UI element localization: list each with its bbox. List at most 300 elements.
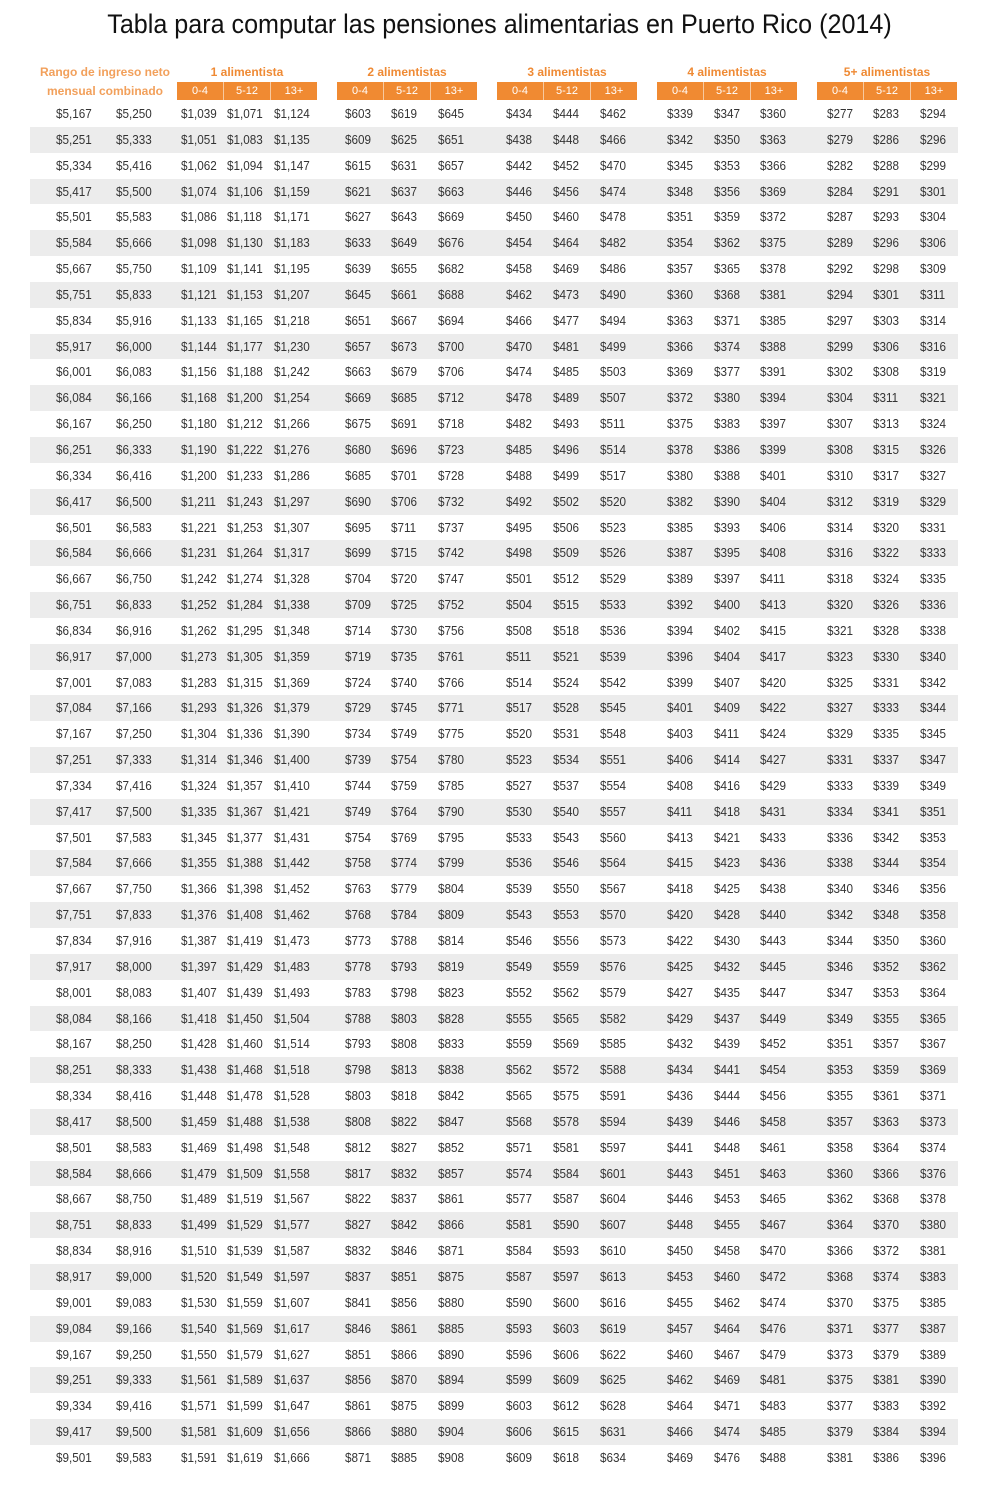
support-amount-cell: $1,452 [274,881,310,897]
support-amount-cell: $434 [667,1062,694,1078]
support-amount-cell: $673 [391,338,418,354]
support-amount-cell: $517 [506,700,533,716]
support-amount-cell: $422 [667,933,694,948]
support-amount-cell: $590 [553,1217,580,1233]
support-amount-cell: $1,410 [274,777,310,793]
income-range-cell: $5,751 [56,286,92,302]
support-amount-cell: $358 [920,907,947,923]
support-amount-cell: $358 [827,1139,854,1155]
support-amount-cell: $355 [827,1088,854,1104]
support-amount-cell: $321 [920,390,947,406]
support-amount-cell: $357 [873,1036,900,1052]
support-amount-cell: $411 [714,726,740,742]
table-row [30,1238,958,1264]
support-amount-cell: $457 [667,1320,694,1336]
support-amount-cell: $495 [506,519,533,535]
support-amount-cell: $423 [714,855,741,871]
support-amount-cell: $559 [506,1036,533,1052]
support-amount-cell: $571 [506,1139,533,1155]
support-amount-cell: $612 [553,1398,580,1414]
table-row [30,954,958,980]
support-amount-cell: $639 [345,261,372,277]
support-amount-cell: $1,442 [274,855,310,871]
support-amount-cell: $279 [827,131,854,147]
table-row [30,1419,958,1445]
support-amount-cell: $420 [667,907,694,923]
income-range-cell: $8,333 [116,1062,152,1078]
age-bracket-label: 0-4 [512,85,528,97]
support-amount-cell: $783 [345,984,372,1000]
support-amount-cell: $1,377 [227,829,263,845]
table-row [30,1445,958,1471]
support-amount-cell: $581 [553,1139,580,1155]
support-amount-cell: $1,387 [181,933,217,948]
income-range-cell: $8,083 [116,984,152,1000]
income-range-cell: $7,084 [56,700,92,716]
income-range-cell: $7,416 [116,777,152,793]
support-amount-cell: $1,397 [181,958,217,974]
support-amount-cell: $329 [920,493,947,509]
support-amount-cell: $526 [600,545,627,561]
support-amount-cell: $1,190 [181,441,217,457]
support-amount-cell: $375 [760,235,787,251]
support-amount-cell: $553 [553,907,580,923]
income-range-cell: $8,001 [56,984,92,1000]
support-amount-cell: $711 [391,519,417,535]
income-range-cell: $7,334 [56,777,92,793]
income-range-cell: $9,583 [116,1449,152,1465]
support-amount-cell: $354 [667,235,694,251]
support-amount-cell: $336 [920,597,947,613]
support-amount-cell: $1,398 [227,881,263,897]
support-amount-cell: $633 [345,235,372,251]
income-range-cell: $7,916 [116,933,152,948]
support-amount-cell: $520 [600,493,627,509]
income-range-cell: $5,584 [56,235,92,251]
support-amount-cell: $324 [873,571,900,587]
support-amount-cell: $420 [760,674,787,690]
support-amount-cell: $434 [506,106,533,121]
support-amount-cell: $817 [345,1165,372,1181]
income-range-cell: $8,000 [116,958,152,974]
support-amount-cell: $393 [714,519,741,535]
table-row [30,1342,958,1368]
support-amount-cell: $537 [553,777,580,793]
support-amount-cell: $306 [920,235,947,251]
table-row [30,1161,958,1187]
support-amount-cell: $1,222 [227,441,263,457]
support-amount-cell: $511 [600,416,626,432]
support-amount-cell: $462 [714,1294,741,1310]
support-amount-cell: $628 [600,1398,627,1414]
support-amount-cell: $313 [873,416,900,432]
support-amount-cell: $494 [600,312,627,328]
support-amount-cell: $575 [553,1088,580,1104]
support-amount-cell: $366 [760,157,787,173]
income-range-cell: $8,751 [56,1217,92,1233]
support-amount-cell: $842 [391,1217,418,1233]
support-amount-cell: $1,218 [274,312,310,328]
support-amount-cell: $814 [438,933,465,948]
support-amount-cell: $455 [667,1294,694,1310]
income-range-cell: $5,416 [116,157,152,173]
support-amount-cell: $803 [391,1010,418,1026]
support-amount-cell: $294 [827,286,854,302]
support-amount-cell: $565 [506,1088,533,1104]
support-amount-cell: $1,252 [181,597,217,613]
support-amount-cell: $392 [667,597,694,613]
income-range-cell: $7,917 [56,958,92,974]
support-amount-cell: $406 [760,519,787,535]
income-range-cell: $5,334 [56,157,92,173]
support-amount-cell: $354 [920,855,947,871]
support-amount-cell: $603 [345,106,372,121]
support-amount-cell: $828 [438,1010,465,1026]
support-amount-cell: $369 [920,1062,947,1078]
support-amount-cell: $682 [438,261,465,277]
support-amount-cell: $546 [553,855,580,871]
support-amount-cell: $346 [873,881,900,897]
support-amount-cell: $413 [667,829,694,845]
support-amount-cell: $1,366 [181,881,217,897]
support-amount-cell: $320 [873,519,900,535]
support-amount-cell: $795 [438,829,465,845]
support-amount-cell: $600 [553,1294,580,1310]
support-amount-cell: $1,200 [181,467,217,483]
support-amount-cell: $604 [600,1191,627,1207]
support-amount-cell: $1,617 [274,1320,310,1336]
age-bracket-bar [177,82,317,100]
support-amount-cell: $809 [438,907,465,923]
support-amount-cell: $669 [345,390,372,406]
support-amount-cell: $378 [667,441,694,457]
support-amount-cell: $465 [760,1191,787,1207]
support-amount-cell: $287 [827,209,854,225]
support-amount-cell: $309 [920,261,947,277]
support-amount-cell: $350 [714,131,741,147]
support-amount-cell: $391 [760,364,787,380]
support-amount-cell: $344 [827,933,854,948]
support-amount-cell: $397 [760,416,787,432]
support-amount-cell: $1,504 [274,1010,310,1026]
support-amount-cell: $1,098 [181,235,217,251]
support-amount-cell: $875 [391,1398,418,1414]
support-amount-cell: $288 [873,157,900,173]
support-amount-cell: $622 [600,1346,627,1362]
support-amount-cell: $374 [873,1268,900,1284]
income-range-cell: $6,000 [116,338,152,354]
support-amount-cell: $449 [760,1010,787,1026]
support-amount-cell: $342 [873,829,900,845]
support-amount-cell: $318 [827,571,854,587]
support-amount-cell: $496 [553,441,580,457]
support-amount-cell: $368 [873,1191,900,1207]
support-amount-cell: $793 [345,1036,372,1052]
support-amount-cell: $1,478 [227,1088,263,1104]
support-amount-cell: $341 [873,803,900,819]
table-header [0,63,999,103]
age-bracket-label: 0-4 [352,85,368,97]
age-bracket-bar [497,82,637,100]
support-amount-cell: $712 [438,390,465,406]
support-amount-cell: $386 [714,441,741,457]
table-row [30,1186,958,1212]
support-amount-cell: $584 [506,1243,533,1259]
support-amount-cell: $570 [600,907,627,923]
support-amount-cell: $331 [873,674,900,690]
support-amount-cell: $837 [345,1268,372,1284]
support-amount-cell: $483 [760,1398,787,1414]
support-amount-cell: $542 [600,674,627,690]
support-amount-cell: $344 [920,700,947,716]
support-amount-cell: $740 [391,674,418,690]
page-title: Tabla para computar las pensiones alimentarias en Puerto Rico (2014) [107,9,892,39]
support-amount-cell: $304 [920,209,947,225]
support-amount-cell: $418 [714,803,741,819]
support-amount-cell: $432 [714,958,741,974]
support-amount-cell: $618 [553,1449,580,1465]
support-amount-cell: $312 [827,493,854,509]
support-amount-cell: $822 [345,1191,372,1207]
table-row [30,1393,958,1419]
support-amount-cell: $348 [873,907,900,923]
support-amount-cell: $875 [438,1268,465,1284]
support-amount-cell: $473 [553,286,580,302]
support-amount-cell: $1,460 [227,1036,263,1052]
support-amount-cell: $890 [438,1346,465,1362]
income-range-cell: $7,251 [56,752,92,768]
support-amount-cell: $518 [553,622,580,638]
income-range-cell: $6,166 [116,390,152,406]
support-amount-cell: $661 [391,286,418,302]
support-amount-cell: $464 [667,1398,694,1414]
support-amount-cell: $752 [438,597,465,613]
income-range-cell: $9,501 [56,1449,92,1465]
income-range-cell: $6,834 [56,622,92,638]
support-amount-cell: $536 [506,855,533,871]
support-amount-cell: $780 [438,752,465,768]
table-row [30,282,958,308]
table-row [30,876,958,902]
support-amount-cell: $597 [553,1268,580,1284]
support-amount-cell: $1,367 [227,803,263,819]
support-amount-cell: $408 [667,777,694,793]
income-range-cell: $9,333 [116,1372,152,1388]
support-amount-cell: $552 [506,984,533,1000]
support-amount-cell: $315 [873,441,900,457]
support-amount-cell: $363 [667,312,694,328]
support-amount-cell: $645 [438,106,465,121]
support-amount-cell: $371 [714,312,741,328]
support-amount-cell: $466 [600,131,627,147]
income-range-cell: $7,083 [116,674,152,690]
age-bracket-label: 5-12 [383,82,430,100]
support-amount-cell: $527 [506,777,533,793]
support-amount-cell: $808 [391,1036,418,1052]
support-amount-cell: $310 [827,467,854,483]
income-range-cell: $6,251 [56,441,92,457]
support-amount-cell: $1,439 [227,984,263,1000]
support-amount-cell: $466 [667,1424,694,1440]
support-amount-cell: $842 [438,1088,465,1104]
support-amount-cell: $709 [345,597,372,613]
support-amount-cell: $523 [600,519,627,535]
support-amount-cell: $386 [873,1449,900,1465]
income-range-cell: $7,584 [56,855,92,871]
support-amount-cell: $866 [438,1217,465,1233]
income-range-cell: $5,167 [56,106,92,121]
age-bracket-label: 0-4 [832,85,848,97]
support-amount-cell: $340 [827,881,854,897]
support-amount-cell: $374 [920,1139,947,1155]
support-amount-cell: $523 [506,752,533,768]
support-amount-cell: $308 [827,441,854,457]
support-amount-cell: $383 [873,1398,900,1414]
support-amount-cell: $536 [600,622,627,638]
group-label: 3 alimentistas [527,65,607,79]
support-amount-cell: $1,468 [227,1062,263,1078]
support-amount-cell: $481 [553,338,580,354]
table-row [30,101,958,127]
support-amount-cell: $349 [920,777,947,793]
support-amount-cell: $485 [506,441,533,457]
support-amount-cell: $1,188 [227,364,263,380]
support-amount-cell: $375 [873,1294,900,1310]
support-amount-cell: $1,379 [274,700,310,716]
support-amount-cell: $347 [714,106,741,121]
support-amount-cell: $769 [391,829,418,845]
table-row [30,1083,958,1109]
support-amount-cell: $367 [920,1036,947,1052]
support-amount-cell: $1,159 [274,183,310,199]
income-range-cell: $8,583 [116,1139,152,1155]
support-amount-cell: $440 [760,907,787,923]
table-row [30,1135,958,1161]
support-amount-cell: $339 [667,106,694,121]
support-amount-cell: $447 [760,984,787,1000]
support-amount-cell: $351 [827,1036,854,1052]
support-amount-cell: $464 [553,235,580,251]
support-amount-cell: $540 [553,803,580,819]
support-amount-cell: $345 [667,157,694,173]
support-amount-cell: $1,074 [181,183,217,199]
support-amount-cell: $369 [667,364,694,380]
income-range-cell: $8,166 [116,1010,152,1026]
support-amount-cell: $372 [760,209,787,225]
support-amount-cell: $1,376 [181,907,217,923]
support-amount-cell: $1,180 [181,416,217,432]
income-range-cell: $9,083 [116,1294,152,1310]
support-amount-cell: $472 [760,1268,787,1284]
support-table-body [30,101,958,1471]
support-amount-cell: $1,571 [181,1398,217,1414]
support-amount-cell: $851 [345,1346,372,1362]
support-amount-cell: $588 [600,1062,627,1078]
support-amount-cell: $380 [714,390,741,406]
support-amount-cell: $594 [600,1113,627,1129]
support-amount-cell: $557 [600,803,627,819]
support-amount-cell: $411 [667,803,693,819]
income-range-cell: $9,500 [116,1424,152,1440]
support-amount-cell: $460 [667,1346,694,1362]
support-amount-cell: $651 [438,131,465,147]
support-amount-cell: $425 [667,958,694,974]
income-header-line1: Rango de ingreso neto [39,65,170,79]
support-amount-cell: $395 [714,545,741,561]
support-amount-cell: $409 [714,700,741,716]
support-amount-cell: $436 [667,1088,694,1104]
support-amount-cell: $364 [827,1217,854,1233]
table-row [30,463,958,489]
support-amount-cell: $1,499 [181,1217,217,1233]
support-amount-cell: $1,183 [274,235,310,251]
support-amount-cell: $543 [506,907,533,923]
support-amount-cell: $1,051 [181,131,217,147]
support-amount-cell: $1,171 [274,209,310,225]
support-amount-cell: $311 [920,286,946,302]
support-amount-cell: $606 [553,1346,580,1362]
support-amount-cell: $1,283 [181,674,217,690]
support-amount-cell: $303 [873,312,900,328]
support-amount-cell: $499 [553,467,580,483]
support-amount-cell: $378 [920,1191,947,1207]
income-range-cell: $6,333 [116,441,152,457]
support-amount-cell: $333 [873,700,900,716]
support-amount-cell: $325 [827,674,854,690]
group-label: 1 alimentista [210,65,284,79]
support-amount-cell: $1,637 [274,1372,310,1388]
support-amount-cell: $616 [600,1294,627,1310]
support-amount-cell: $431 [760,803,787,819]
support-amount-cell: $1,498 [227,1139,263,1155]
table-row [30,153,958,179]
support-amount-cell: $1,538 [274,1113,310,1129]
support-amount-cell: $301 [920,183,947,199]
support-amount-cell: $452 [553,157,580,173]
support-amount-cell: $1,479 [181,1165,217,1181]
support-amount-cell: $415 [760,622,787,638]
support-amount-cell: $739 [345,752,372,768]
support-amount-cell: $482 [600,235,627,251]
support-amount-cell: $1,121 [181,286,217,302]
income-range-cell: $8,834 [56,1243,92,1259]
support-amount-cell: $382 [667,493,694,509]
support-amount-cell: $368 [714,286,741,302]
support-amount-cell: $347 [920,752,947,768]
support-amount-cell: $448 [667,1217,694,1233]
table-row [30,1316,958,1342]
income-range-cell: $9,001 [56,1294,92,1310]
support-amount-cell: $827 [391,1139,418,1155]
group-label: 5+ alimentistas [843,65,931,79]
support-amount-cell: $404 [714,648,741,664]
support-amount-cell: $785 [438,777,465,793]
support-amount-cell: $514 [600,441,627,457]
table-row [30,902,958,928]
support-amount-cell: $1,264 [227,545,263,561]
support-amount-cell: $1,529 [227,1217,263,1233]
support-amount-cell: $1,315 [227,674,263,690]
support-amount-cell: $1,336 [227,726,263,742]
support-amount-cell: $1,348 [274,622,310,638]
support-amount-cell: $406 [667,752,694,768]
support-amount-cell: $461 [760,1139,787,1155]
support-amount-cell: $609 [506,1449,533,1465]
support-amount-cell: $320 [827,597,854,613]
support-amount-cell: $390 [920,1372,947,1388]
income-range-cell: $9,084 [56,1320,92,1336]
support-amount-cell: $291 [873,183,900,199]
